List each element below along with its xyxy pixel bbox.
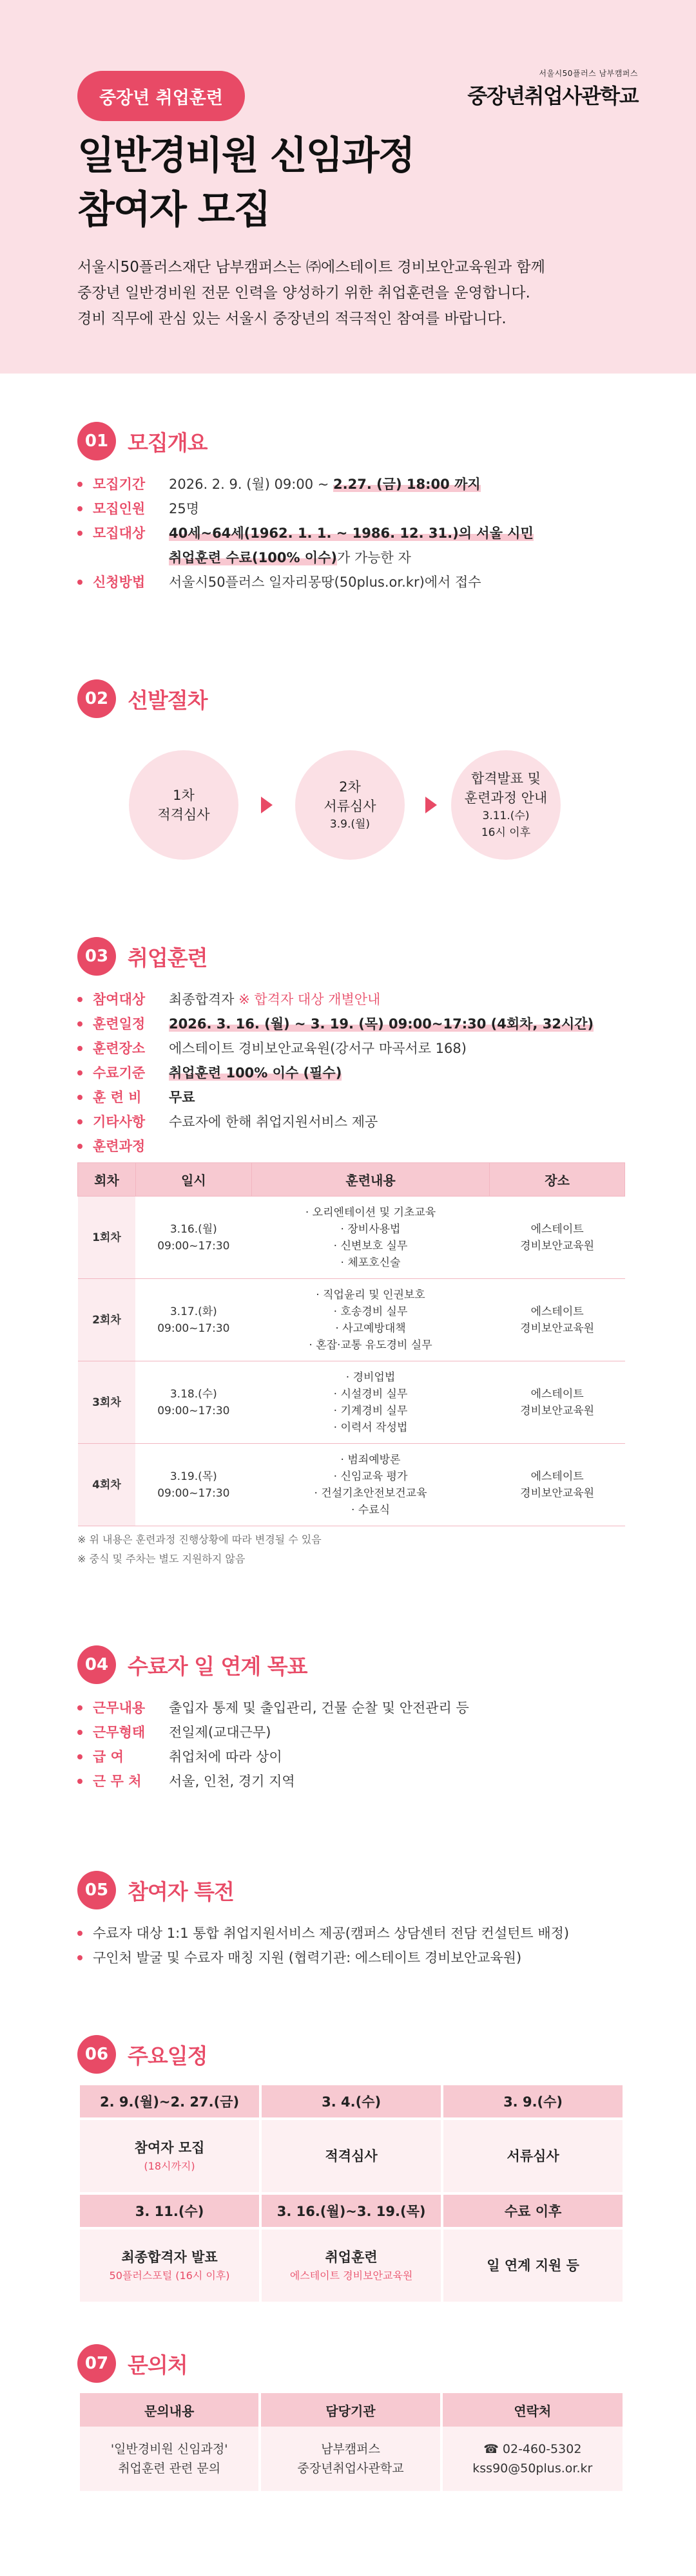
intro-line-2: 중장년 일반경비원 전문 인력을 양성하기 위한 취업훈련을 운영합니다. [77, 285, 530, 301]
content-item: · 수료식 [351, 1503, 391, 1517]
info-value-highlight: 취업훈련 수료(100% 이수) [169, 550, 337, 565]
place-text: 에스테이트 [530, 1305, 584, 1318]
intro-line-1: 서울시50플러스재단 남부캠퍼스는 ㈜에스테이트 경비보안교육원과 함께 [77, 259, 545, 276]
step-time: 16시 이후 [481, 826, 531, 839]
info-label: 참여대상 [93, 992, 146, 1007]
info-row-type [77, 1720, 625, 1745]
place-text: 경비보안교육원 [520, 1321, 595, 1335]
schedule-date: 3. 16.(월)~3. 19.(목) [260, 2193, 442, 2228]
section-number: 02 [77, 679, 116, 718]
phone-number[interactable]: ☎ 02-460-5302 [483, 2442, 582, 2456]
section-title: 수료자 일 연계 목표 [128, 1653, 307, 1679]
contact-info [441, 2427, 624, 2491]
round-cell: 3회차 [78, 1361, 136, 1444]
intro-line-3: 경비 직무에 관심 있는 서울시 중장년의 적극적인 참여를 바랍니다. [77, 310, 507, 327]
event-note: (18시까지) [144, 2160, 195, 2172]
content-item: · 장비사용법 [340, 1222, 401, 1236]
place-text: 경비보안교육원 [520, 1239, 595, 1253]
cell-line: 취업훈련 관련 문의 [118, 2461, 221, 2476]
info-value: 서울시50플러스 일자리몽땅(50plus.or.kr)에서 접수 [169, 574, 481, 590]
date-text: 3.19.(목) [169, 1470, 217, 1483]
info-value: 출입자 통제 및 출입관리, 건물 순찰 및 안전관리 등 [169, 1700, 469, 1716]
date-cell [135, 1361, 251, 1444]
content-item: · 시설경비 실무 [333, 1387, 408, 1401]
bullet-icon [77, 1036, 93, 1061]
content-item: · 혼잡·교통 유도경비 실무 [309, 1338, 432, 1352]
benefit-item [77, 1946, 625, 1970]
info-value: 최종합격자 [169, 992, 239, 1007]
schedule-date: 2. 9.(월)~2. 27.(금) [79, 2084, 260, 2119]
logo-subtitle: 서울시50플러스 남부캠퍼스 [539, 69, 638, 78]
round-cell: 1회차 [78, 1197, 136, 1279]
place-text: 에스테이트 [530, 1470, 584, 1483]
program-badge: 중장년 취업훈련 [77, 71, 245, 121]
schedule-event [442, 2228, 624, 2303]
place-cell [490, 1361, 625, 1444]
info-value: 에스테이트 경비보안교육원(강서구 마곡서로 168) [169, 1041, 467, 1056]
place-text: 경비보안교육원 [520, 1486, 595, 1500]
section-title: 선발절차 [128, 687, 208, 713]
note: ※ 위 내용은 훈련과정 진행상황에 따라 변경될 수 있음 [77, 1533, 322, 1546]
cell-line: '일반경비원 신임과정' [110, 2442, 228, 2456]
schedule-date: 3. 9.(수) [442, 2084, 624, 2119]
info-value: 2026. 2. 9. (월) 09:00 ~ [169, 477, 334, 492]
info-row-pay [77, 1745, 625, 1769]
logo [445, 68, 638, 109]
schedule-event [79, 2119, 260, 2193]
content-item: · 범죄예방론 [340, 1453, 401, 1466]
content-item: · 경비업법 [345, 1370, 396, 1384]
schedule-date: 수료 이후 [442, 2193, 624, 2228]
contact-org [260, 2427, 441, 2491]
step-number: 1차 [173, 788, 195, 803]
place-cell [490, 1279, 625, 1361]
bullet-icon [77, 1110, 93, 1134]
place-cell [490, 1444, 625, 1526]
event-title: 서류심사 [507, 2148, 559, 2164]
content-item: · 이력서 작성법 [333, 1421, 408, 1434]
info-label: 모집기간 [93, 477, 146, 492]
logo-title: 중장년취업사관학교 [467, 84, 638, 108]
info-row-target [77, 521, 625, 570]
info-value: 가 가능한 자 [336, 550, 411, 565]
step-1-circle [129, 750, 238, 860]
info-row-fee [77, 1085, 625, 1110]
bullet-icon [77, 987, 93, 1012]
info-row-schedule [77, 1012, 625, 1036]
bullet-icon [77, 1720, 93, 1745]
info-label: 근 무 처 [93, 1774, 142, 1789]
section-number: 03 [77, 937, 116, 976]
info-row-place [77, 1036, 625, 1061]
event-title: 참여자 모집 [134, 2140, 205, 2155]
benefit-text: 수료자 대상 1:1 통합 취업지원서비스 제공(캠퍼스 상담센터 전담 컨설턴트 배정) [93, 1926, 570, 1941]
table-header-row [78, 1163, 625, 1197]
info-label: 급 여 [93, 1749, 124, 1765]
title-line-2: 참여자 모집 [77, 187, 270, 232]
bullet-icon [77, 497, 93, 521]
schedule-event [442, 2119, 624, 2193]
info-label: 수료기준 [93, 1065, 146, 1081]
time-text: 09:00~17:30 [157, 1321, 230, 1335]
date-text: 3.17.(화) [169, 1305, 217, 1318]
step-name: 합격발표 및 [470, 771, 541, 786]
section-title: 모집개요 [128, 430, 208, 455]
table-header: 일시 [135, 1163, 251, 1197]
table-header: 훈련내용 [251, 1163, 489, 1197]
section-number: 04 [77, 1645, 116, 1684]
table-row [78, 1444, 625, 1526]
time-text: 09:00~17:30 [157, 1486, 230, 1500]
schedule-grid [77, 2083, 625, 2304]
info-label: 훈련장소 [93, 1041, 146, 1056]
table-header: 연락처 [441, 2393, 624, 2427]
step-name: 서류심사 [324, 799, 376, 814]
info-label: 훈 련 비 [93, 1090, 142, 1105]
info-value: 전일제(교대근무) [169, 1725, 271, 1740]
place-text: 경비보안교육원 [520, 1404, 595, 1417]
step-date: 3.9.(월) [329, 818, 371, 831]
info-row-target [77, 987, 625, 1012]
schedule-event-row [79, 2228, 624, 2303]
arrow-right-icon [425, 797, 437, 813]
table-notes [77, 1530, 625, 1569]
table-header: 담당기관 [260, 2393, 441, 2427]
bullet-icon [77, 1946, 93, 1970]
step-number: 2차 [339, 779, 361, 795]
info-row-etc [77, 1110, 625, 1134]
benefit-item [77, 1921, 625, 1946]
place-text: 에스테이트 [530, 1222, 584, 1236]
date-cell [135, 1197, 251, 1279]
section-title: 취업훈련 [128, 945, 208, 971]
info-row-location [77, 1769, 625, 1794]
info-row-course [77, 1134, 625, 1159]
info-label: 훈련일정 [93, 1016, 146, 1032]
info-row-period [77, 472, 625, 497]
info-row-apply [77, 570, 625, 594]
schedule-event-row [79, 2119, 624, 2193]
section-selection-process [77, 679, 625, 718]
contact-topic [79, 2427, 260, 2491]
step-date: 3.11.(수) [482, 810, 530, 822]
event-note: 50플러스포털 (16시 이후) [109, 2269, 230, 2282]
event-title: 취업훈련 [325, 2249, 378, 2265]
step-name: 적격심사 [157, 807, 210, 822]
event-title: 적격심사 [325, 2148, 378, 2164]
table-row [79, 2427, 624, 2491]
arrow-right-icon [261, 797, 273, 813]
bullet-icon [77, 1921, 93, 1946]
step-3-circle [451, 750, 561, 860]
selection-flow [129, 750, 593, 860]
place-text: 에스테이트 [530, 1387, 584, 1401]
info-label: 근무내용 [93, 1700, 146, 1716]
round-cell: 4회차 [78, 1444, 136, 1526]
section-title: 문의처 [128, 2352, 188, 2378]
section-title: 참여자 특전 [128, 1879, 234, 1904]
bullet-icon [77, 1085, 93, 1110]
content-item: · 오리엔테이션 및 기초교육 [305, 1206, 436, 1219]
section-training [77, 937, 625, 1569]
section-number: 01 [77, 422, 116, 460]
section-title: 주요일정 [128, 2043, 208, 2069]
content-item: · 기계경비 실무 [333, 1404, 408, 1417]
info-value-highlight: 취업훈련 100% 이수 (필수) [169, 1065, 342, 1081]
training-table [77, 1162, 625, 1526]
info-row-criteria [77, 1061, 625, 1085]
section-number: 06 [77, 2035, 116, 2074]
info-label: 모집대상 [93, 526, 146, 541]
table-row [78, 1279, 625, 1361]
info-label: 근무형태 [93, 1725, 146, 1740]
content-cell [251, 1279, 489, 1361]
content-cell [251, 1361, 489, 1444]
table-header: 문의내용 [79, 2393, 260, 2427]
event-title: 최종합격자 발표 [121, 2249, 218, 2265]
time-text: 09:00~17:30 [157, 1239, 230, 1253]
date-text: 3.18.(수) [169, 1387, 217, 1401]
bullet-icon [77, 1769, 93, 1794]
section-benefits [77, 1871, 625, 1970]
table-header: 장소 [490, 1163, 625, 1197]
schedule-date-row [79, 2084, 624, 2119]
bullet-icon [77, 1134, 93, 1159]
place-cell [490, 1197, 625, 1279]
bullet-icon [77, 1061, 93, 1085]
step-name: 훈련과정 안내 [464, 790, 548, 806]
note: ※ 중식 및 주차는 별도 지원하지 않음 [77, 1553, 246, 1565]
schedule-event [79, 2228, 260, 2303]
date-cell [135, 1444, 251, 1526]
section-contact [77, 2344, 625, 2491]
event-note: 에스테이트 경비보안교육원 [289, 2269, 413, 2282]
info-value-highlight: 2026. 3. 16. (월) ~ 3. 19. (목) 09:00~17:30 (4회차, 32시간) [169, 1016, 594, 1032]
step-2-circle [295, 750, 405, 860]
benefit-text: 구인처 발굴 및 수료자 매칭 지원 (협력기관: 에스테이트 경비보안교육원) [93, 1950, 522, 1965]
table-header-row [79, 2393, 624, 2427]
section-schedule [77, 2035, 625, 2304]
content-item: · 사고예방대책 [335, 1321, 406, 1335]
table-header: 회차 [78, 1163, 136, 1197]
info-label: 훈련과정 [93, 1139, 146, 1154]
info-row-people [77, 497, 625, 521]
date-cell [135, 1279, 251, 1361]
email-link[interactable]: kss90@50plus.or.kr [472, 2461, 593, 2476]
content-item: · 호송경비 실무 [333, 1305, 408, 1318]
event-title: 일 연계 지원 등 [487, 2258, 579, 2273]
info-value: 서울, 인천, 경기 지역 [169, 1774, 295, 1789]
content-item: · 직업윤리 및 인권보호 [316, 1288, 425, 1302]
section-job-linkage [77, 1645, 625, 1794]
bullet-icon [77, 570, 93, 594]
title-line-1: 일반경비원 신임과정 [77, 133, 414, 178]
info-label: 신청방법 [93, 574, 146, 590]
table-row [78, 1361, 625, 1444]
schedule-date-row [79, 2193, 624, 2228]
round-cell: 2회차 [78, 1279, 136, 1361]
intro-text [77, 254, 644, 332]
bullet-icon [77, 521, 93, 545]
date-text: 3.16.(월) [169, 1222, 217, 1236]
section-recruit-overview [77, 422, 625, 594]
contact-table [77, 2393, 625, 2491]
info-label: 기타사항 [93, 1114, 146, 1130]
content-item: · 체포호신술 [340, 1256, 401, 1269]
section-number: 05 [77, 1871, 116, 1909]
info-label: 모집인원 [93, 501, 146, 516]
content-cell [251, 1197, 489, 1279]
info-value-highlight: 40세~64세(1962. 1. 1. ~ 1986. 12. 31.)의 서울 시민 [169, 526, 534, 541]
info-value-highlight: 2.27. (금) 18:00 까지 [333, 477, 481, 492]
cell-line: 남부캠퍼스 [321, 2442, 380, 2456]
bullet-icon [77, 472, 93, 497]
info-value: 수료자에 한해 취업지원서비스 제공 [169, 1114, 378, 1130]
content-item: · 신임교육 평가 [333, 1470, 408, 1483]
page-title [77, 129, 414, 237]
info-note: ※ 합격자 대상 개별안내 [238, 992, 381, 1007]
bullet-icon [77, 1012, 93, 1036]
info-value: 무료 [169, 1090, 195, 1105]
bullet-icon [77, 1696, 93, 1720]
section-number: 07 [77, 2344, 116, 2383]
info-value: 25명 [169, 501, 200, 516]
schedule-date: 3. 11.(수) [79, 2193, 260, 2228]
schedule-event [260, 2119, 442, 2193]
cell-line: 중장년취업사관학교 [297, 2461, 404, 2476]
info-row-job [77, 1696, 625, 1720]
content-item: · 건설기초안전보건교육 [314, 1486, 427, 1500]
schedule-date: 3. 4.(수) [260, 2084, 442, 2119]
time-text: 09:00~17:30 [157, 1404, 230, 1417]
hero-banner [0, 0, 696, 374]
info-value: 취업처에 따라 상이 [169, 1749, 282, 1765]
schedule-event [260, 2228, 442, 2303]
table-row [78, 1197, 625, 1279]
content-item: · 신변보호 실무 [333, 1239, 408, 1253]
bullet-icon [77, 1745, 93, 1769]
content-cell [251, 1444, 489, 1526]
